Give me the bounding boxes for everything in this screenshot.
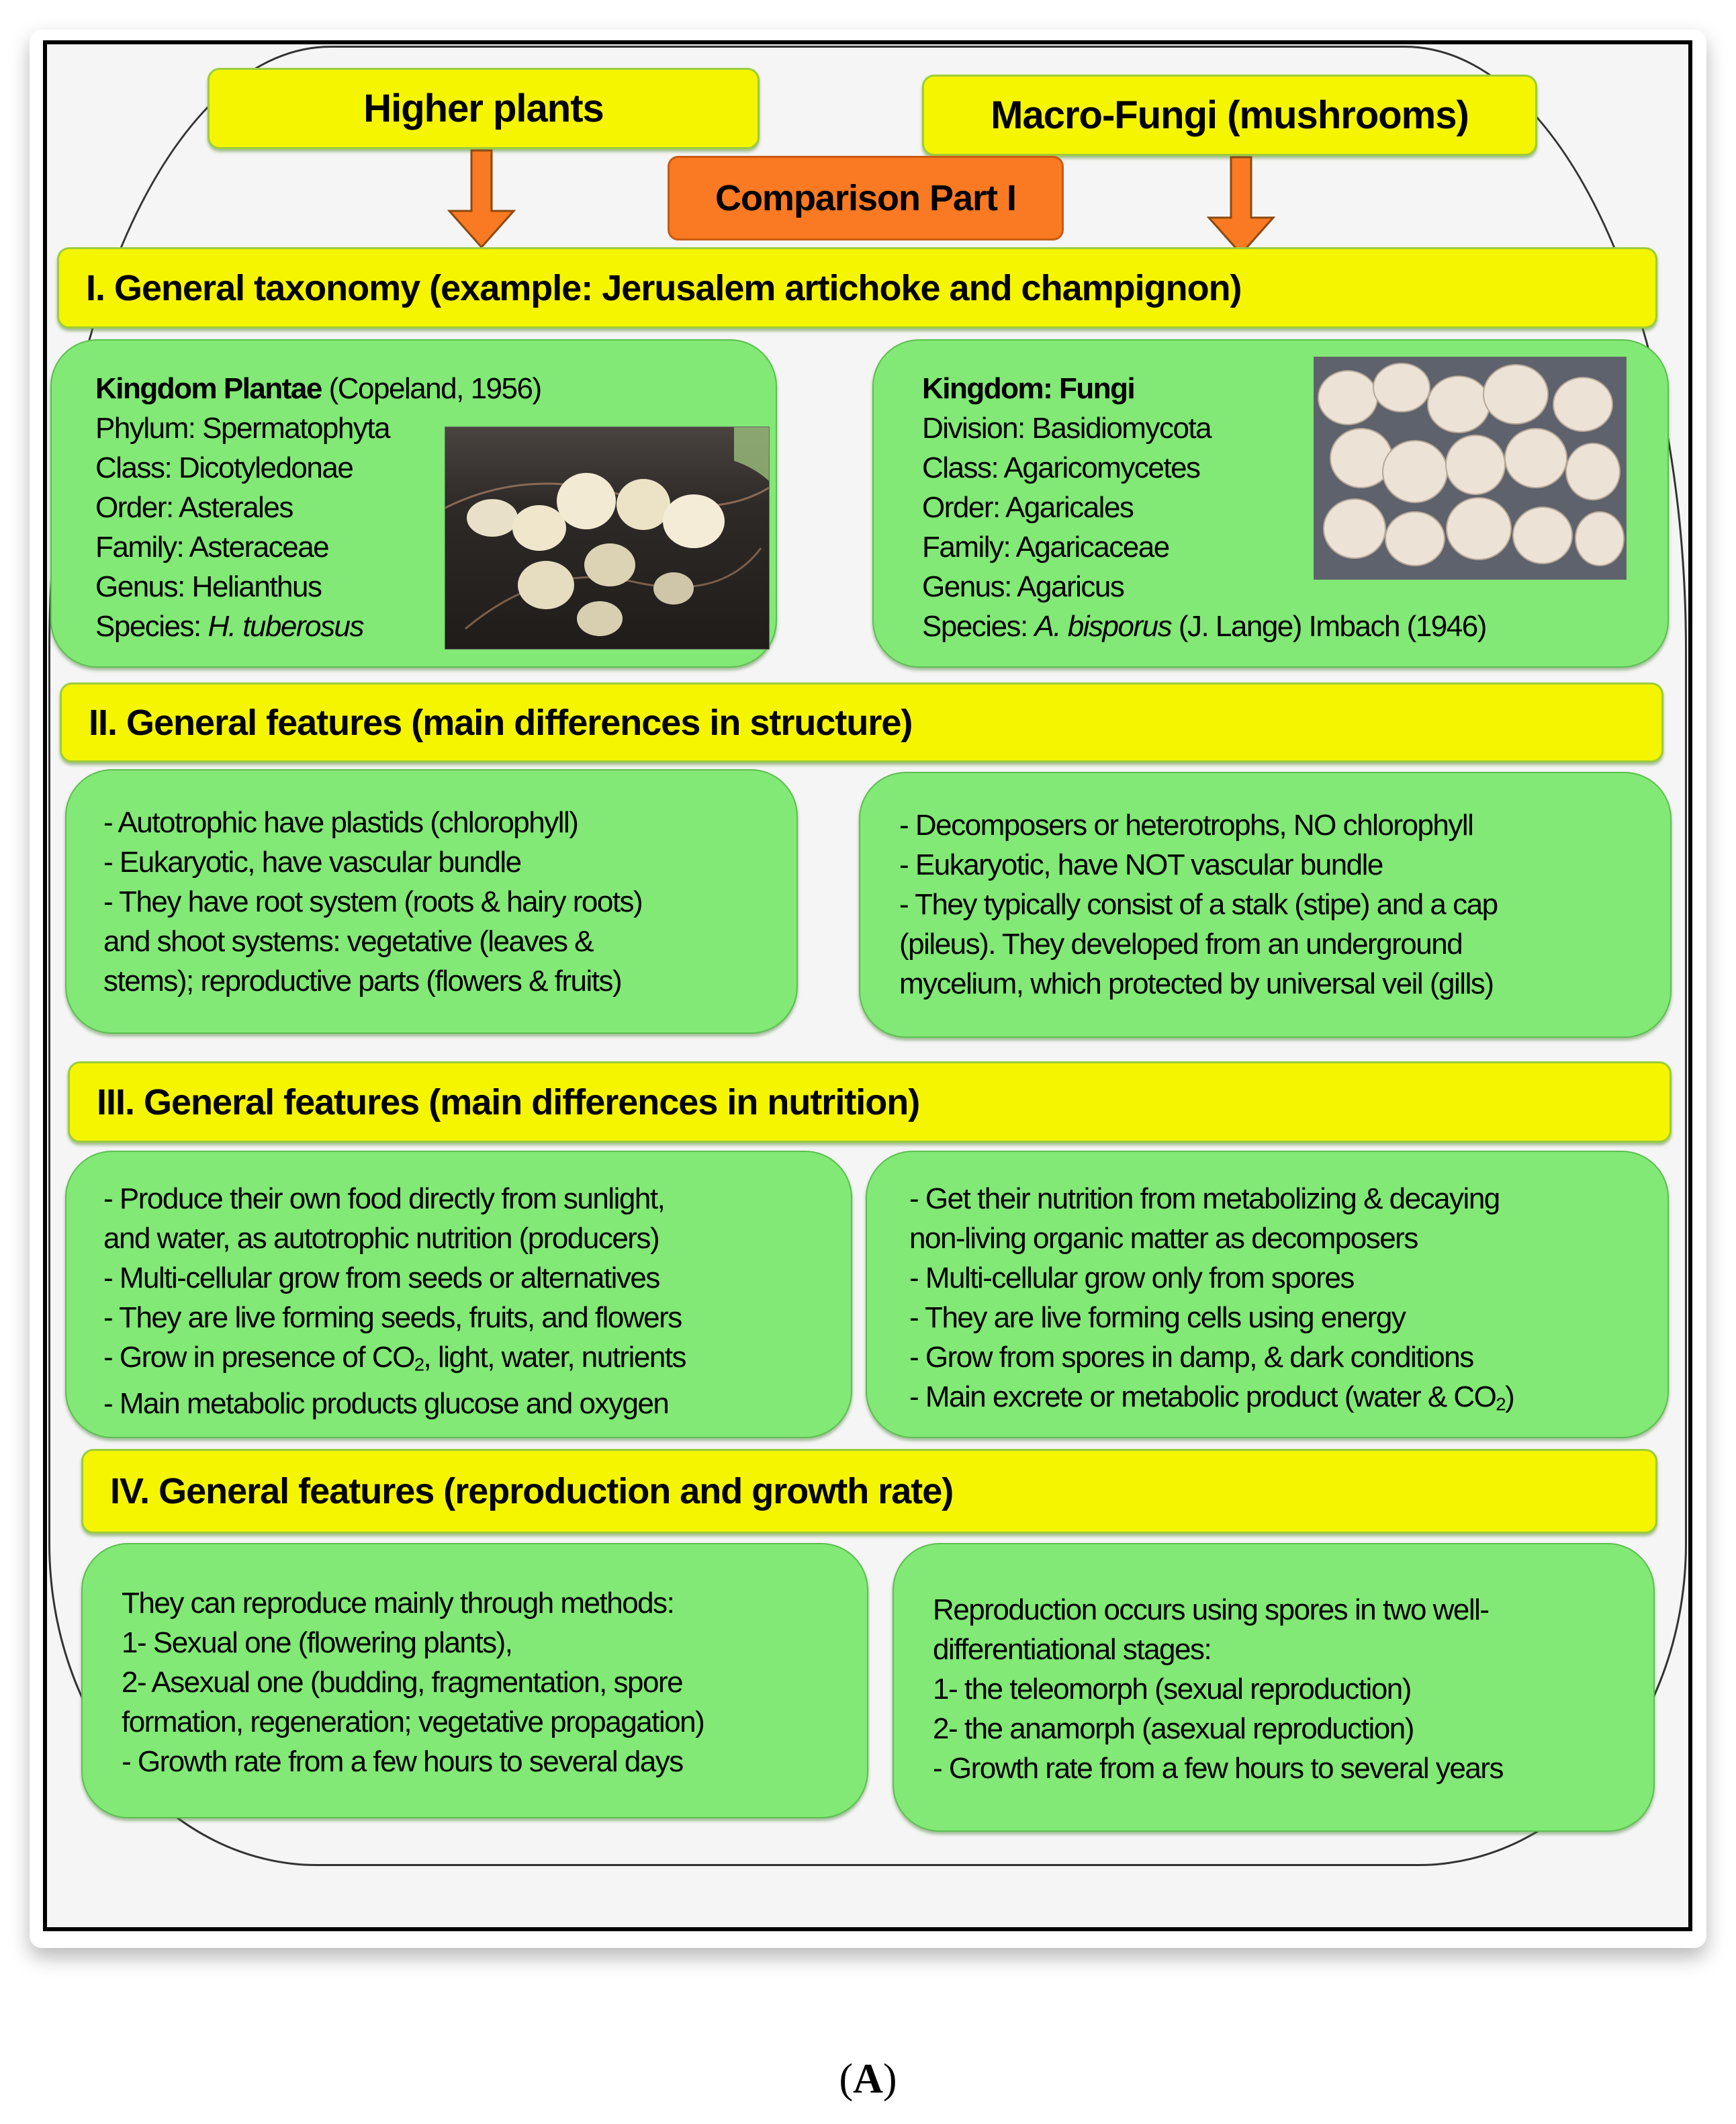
plant-structure-item: stems); reproductive parts (flowers & fruits) — [103, 965, 622, 998]
fungi-order: Order: Agaricales — [922, 491, 1134, 524]
fungi-reproduction-item: differentiational stages: — [933, 1633, 1212, 1666]
plant-structure-item: - Autotrophic have plastids (chlorophyll) — [103, 806, 578, 839]
figure-caption — [0, 2055, 1736, 2103]
plant-kingdom-author: (Copeland, 1956) — [321, 372, 541, 405]
fungi-genus: Genus: Agaricus — [922, 570, 1124, 603]
section-structure-header — [60, 682, 1663, 762]
fungi-nutrition-box — [866, 1151, 1669, 1438]
comparison-part-label — [668, 156, 1064, 240]
co2-post-text: , light, water, nutrients — [423, 1341, 686, 1374]
plant-nutrition-item: - Main metabolic products glucose and oxygen — [103, 1387, 669, 1421]
section-nutrition-header — [68, 1061, 1672, 1143]
fungi-reproduction-item: 2- the anamorph (asexual reproduction) — [933, 1712, 1414, 1745]
fungi-nutrition-item: - Get their nutrition from metabolizing & decaying — [909, 1182, 1500, 1215]
caption-close-paren: ) — [882, 2056, 897, 2102]
plant-phylum: Phylum: Spermatophyta — [95, 412, 390, 445]
fungi-species-author: (J. Lange) Imbach (1946) — [1171, 610, 1486, 643]
higher-plants-title-box — [208, 68, 760, 149]
plant-nutrition-co2-item — [103, 1337, 686, 1384]
caption-open-paren: ( — [839, 2056, 854, 2102]
fungi-structure-item: - They typically consist of a stalk (stipe) and a cap — [899, 888, 1498, 921]
fungi-species-label: Species: — [922, 610, 1035, 643]
fungi-family: Family: Agaricaceae — [922, 531, 1169, 564]
plant-nutrition-item: - They are live forming seeds, fruits, and flowers — [103, 1301, 682, 1334]
fungi-nutrition-item: - Grow from spores in damp, & dark conditions — [909, 1341, 1473, 1374]
fungi-nutrition-item: non-living organic matter as decomposers — [909, 1222, 1418, 1255]
plant-reproduction-item: formation, regeneration; vegetative propagation) — [122, 1706, 704, 1738]
plant-class: Class: Dicotyledonae — [95, 451, 353, 484]
fungi-reproduction-item: Reproduction occurs using spores in two well- — [933, 1593, 1489, 1626]
fungi-reproduction-item: 1- the teleomorph (sexual reproduction) — [933, 1673, 1411, 1706]
plant-kingdom-label: Kingdom Plantae — [95, 372, 322, 405]
fungi-nutrition-co2-item — [909, 1377, 1514, 1423]
fungi-structure-item: (pileus). They developed from an underground — [899, 928, 1463, 961]
plant-structure-item: - They have root system (roots & hairy roots) — [103, 885, 643, 918]
plant-genus: Genus: Helianthus — [95, 570, 322, 603]
co2-pre-text: - Main excrete or metabolic product (water & CO — [909, 1380, 1496, 1413]
plant-order: Order: Asterales — [95, 491, 293, 524]
plant-species-name: H. tuberosus — [208, 610, 363, 643]
plant-family: Family: Asteraceae — [95, 531, 329, 564]
caption-letter: A — [853, 2056, 883, 2102]
co2-subscript: 2 — [1496, 1393, 1506, 1415]
plant-reproduction-box — [81, 1543, 868, 1818]
champignon-photo — [1314, 357, 1627, 580]
fungi-class: Class: Agaricomycetes — [922, 451, 1200, 484]
fungi-nutrition-item: - Multi-cellular grow only from spores — [909, 1262, 1354, 1294]
macro-fungi-title-box — [922, 75, 1537, 156]
fungi-taxonomy-box — [872, 339, 1669, 668]
co2-pre-text: - Grow in presence of CO — [103, 1341, 414, 1374]
plant-reproduction-item: 1- Sexual one (flowering plants), — [122, 1626, 512, 1659]
plant-kingdom-line — [95, 369, 541, 408]
fungi-reproduction-item: - Growth rate from a few hours to several years — [933, 1752, 1503, 1785]
section-reproduction-title: IV. General features (reproduction and growth rate) — [110, 1471, 954, 1511]
plant-taxonomy-box — [50, 339, 777, 668]
higher-plants-title: Higher plants — [363, 87, 604, 130]
jerusalem-artichoke-photo — [445, 427, 770, 650]
section-structure-title: II. General features (main differences in structure) — [89, 702, 913, 743]
fungi-species-name: A. bisporus — [1034, 610, 1172, 643]
fungi-structure-item: - Eukaryotic, have NOT vascular bundle — [899, 848, 1383, 881]
plant-structure-item: - Eukaryotic, have vascular bundle — [103, 846, 521, 879]
fungi-structure-item: mycelium, which protected by universal veil (gills) — [899, 967, 1494, 1000]
fungi-nutrition-item: - They are live forming cells using energy — [909, 1301, 1406, 1334]
plant-structure-box — [65, 769, 798, 1034]
macro-fungi-title: Macro-Fungi (mushrooms) — [991, 93, 1469, 137]
plant-nutrition-item: - Multi-cellular grow from seeds or alternatives — [103, 1262, 659, 1294]
co2-subscript: 2 — [414, 1354, 424, 1375]
section-nutrition-title: III. General features (main differences in nutrition) — [97, 1081, 920, 1122]
section-taxonomy-header — [57, 247, 1657, 328]
fungi-division: Division: Basidiomycota — [922, 412, 1212, 445]
section-reproduction-header — [81, 1449, 1657, 1534]
comparison-part-text: Comparison Part I — [715, 178, 1017, 218]
fungi-species-line — [922, 607, 1486, 646]
down-arrow-icon-left — [447, 149, 516, 250]
plant-reproduction-item: - Growth rate from a few hours to several days — [122, 1745, 683, 1778]
plant-reproduction-item: 2- Asexual one (budding, fragmentation, spore — [122, 1666, 683, 1699]
plant-nutrition-item: and water, as autotrophic nutrition (producers) — [103, 1222, 659, 1255]
plant-species-label: Species: — [95, 610, 208, 643]
section-taxonomy-title: I. General taxonomy (example: Jerusalem artichoke and champignon) — [86, 267, 1242, 308]
fungi-kingdom-label: Kingdom: Fungi — [922, 372, 1135, 405]
co2-post-text: ) — [1505, 1380, 1514, 1413]
plant-nutrition-box — [65, 1151, 852, 1438]
plant-structure-item: and shoot systems: vegetative (leaves & — [103, 925, 594, 958]
fungi-structure-item: - Decomposers or heterotrophs, NO chlorophyll — [899, 809, 1473, 842]
fungi-reproduction-box — [893, 1543, 1655, 1832]
down-arrow-icon-right — [1206, 156, 1276, 257]
plant-nutrition-item: - Produce their own food directly from sunlight, — [103, 1182, 665, 1215]
plant-reproduction-item: They can reproduce mainly through methods: — [122, 1587, 674, 1620]
fungi-structure-box — [859, 772, 1672, 1038]
